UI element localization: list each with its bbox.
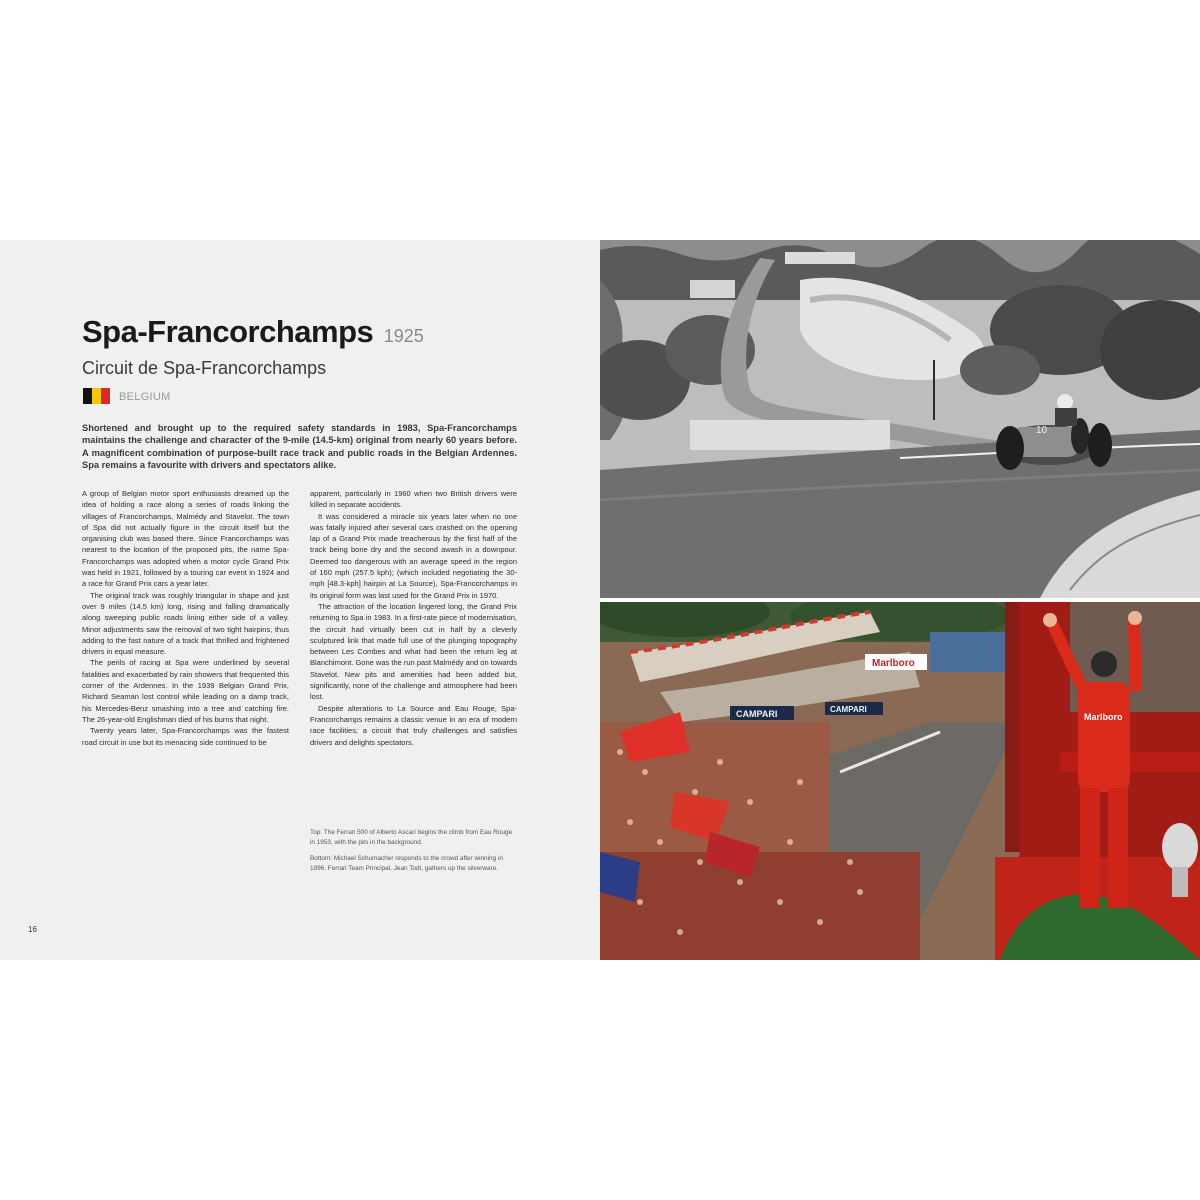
body-paragraph: apparent, particularly in 1960 when two British drivers were killed in separate accidents. <box>310 489 517 510</box>
caption-bottom: Bottom: Michael Schumacher responds to the crowd after winning in 1996. Ferrari Team Principal, Jean Todt, gathers up the silverware. <box>310 855 503 872</box>
flag-stripe-yellow <box>92 388 101 404</box>
body-paragraph: It was considered a miracle six years later when no one was fatally injured after several cars crashed on the opening lap of a Grand Prix made treacherous by the first half of the track being bone dry and the second awash in a downpour. Deemed too dangerous with an average speed in the region of 160 mph (257.5 kph); (which included negotiating the 30-mph [48.3-kph] hairpin at La Source), Spa-Francorchamps in its original form was last used for the Grand Prix in 1970. <box>310 511 517 600</box>
belgium-flag-icon <box>83 388 110 404</box>
country-label: BELGIUM <box>119 391 171 403</box>
flag-stripe-black <box>83 388 92 404</box>
photo-podium-1996-image <box>600 602 1200 960</box>
title-row <box>82 314 424 350</box>
left-page <box>0 240 600 960</box>
campari-sign-1: CAMPARI <box>736 709 778 719</box>
car-number: 10 <box>1036 425 1048 436</box>
photo-eau-rouge-1953 <box>600 240 1200 598</box>
marlboro-sign: Marlboro <box>872 658 915 669</box>
body-paragraph: A group of Belgian motor sport enthusiasts dreamed up the idea of holding a race along a series of roads linking the villages of Francorchamps, Malmédy and Stavelot. The town of Spa did not actually figure in the circuit itself but the organising club was based there. Since Francorchamps was nearest to the location of the proposed pits, the name Spa-Francorchamps was adopted when a motor cycle Grand Prix was held in 1921, followed by a touring car event in 1924 and a race for Grand Prix cars a year later. <box>82 489 289 589</box>
lead-paragraph: Shortened and brought up to the required safety standards in 1983, Spa-Francorchamps maintains the challenge and character of the 9-mile (14.5-km) original from nearly 60 years before. A magnificent combination of purpose-built race track and public roads in the Belgian Ardennes. Spa remains a favourite with drivers and spectators alike. <box>82 423 517 471</box>
right-page <box>600 240 1200 960</box>
photo-podium-1996 <box>600 602 1200 960</box>
campari-sign-2: CAMPARI <box>830 705 867 714</box>
page-number: 16 <box>28 925 37 934</box>
book-spread <box>0 240 1200 960</box>
body-paragraph: The attraction of the location lingered long, the Grand Prix returning to Spa in 1983. In a first-rate piece of modernisation, the circuit had virtually been cut in half by a cleverly sculptured link that made full use of the plunging topography between Les Combes and what had been the return leg at Blanchimont. Gone was the run past Malmédy and on towards Stavelot. New pits and amenities had been added but, significantly, none of the challenge and atmosphere had been lost. <box>310 601 517 702</box>
body-column-a <box>82 488 289 748</box>
body-paragraph: The perils of racing at Spa were underlined by several fatalities and exacerbated by rain showers that frequented this corner of the Ardennes. In the 1939 Belgian Grand Prix, Richard Seaman lost control while leading on a damp track, his Mercedes-Benz smashing into a tree and catching fire. The 26-year-old Englishman died of his burns that night. <box>82 658 289 724</box>
body-paragraph: The original track was roughly triangular in shape and just over 9 miles (14.5 km) long, rising and falling dramatically along sweeping public roads lining either side of a valley. Minor adjustments saw the removal of two tight hairpins, thus adding to the fast nature of a track that thrilled and frightened drivers in equal measure. <box>82 590 289 657</box>
body-paragraph: Despite alterations to La Source and Eau Rouge, Spa-Francorchamps remains a classic venue in an era of modern race facilities; a circuit that truly challenges and satisfies drivers and delights spectators. <box>310 703 517 747</box>
opening-year: 1925 <box>383 326 424 346</box>
body-paragraph: Twenty years later, Spa-Francorchamps was the fastest road circuit in use but its menacing side continued to be <box>82 726 289 747</box>
caption-top: Top: The Ferrari 500 of Alberto Ascari begins the climb from Eau Rouge in 1953, with the pits in the background. <box>310 829 512 846</box>
photo-eau-rouge-1953-image <box>600 240 1200 598</box>
page-title: Spa-Francorchamps <box>82 314 374 349</box>
circuit-subtitle: Circuit de Spa-Francorchamps <box>82 358 327 378</box>
body-column-b <box>310 488 517 748</box>
flag-stripe-red <box>101 388 110 404</box>
suit-logo: Marlboro <box>1084 712 1123 722</box>
